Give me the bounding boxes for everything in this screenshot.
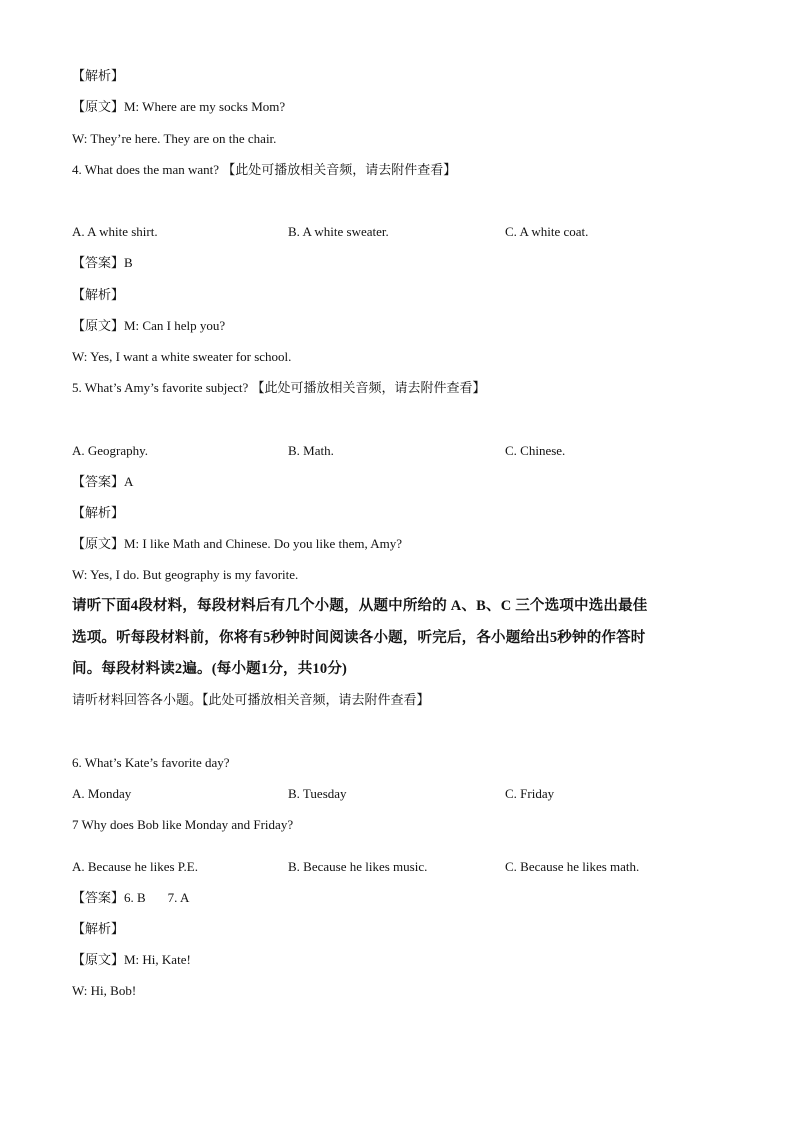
q4-option-c: C. A white coat. bbox=[505, 224, 589, 239]
answer-7: 7. A bbox=[167, 890, 190, 905]
q6-option-c: C. Friday bbox=[505, 786, 555, 801]
q7-option-b: B. Because he likes music. bbox=[288, 859, 428, 874]
q5-option-a: A. Geography. bbox=[72, 443, 149, 458]
question-5: 5. What’s Amy’s favorite subject? 【此处可播放相关音频，请去附件查看】 bbox=[72, 380, 486, 395]
q5-option-c: C. Chinese. bbox=[505, 443, 566, 458]
transcript-line: W: Yes, I do. But geography is my favorite. bbox=[72, 567, 299, 582]
transcript-line: W: They’re here. They are on the chair. bbox=[72, 131, 277, 146]
section-instruction-line-1: 请听下面4段材料，每段材料后有几个小题，从题中所给的 A、B、C 三个选项中选出最佳 bbox=[72, 598, 648, 614]
transcript-line: W: Yes, I want a white sweater for school. bbox=[72, 349, 292, 364]
q6-option-a: A. Monday bbox=[72, 786, 132, 801]
q7-option-c: C. Because he likes math. bbox=[505, 859, 640, 874]
answer-6-7 bbox=[72, 890, 189, 906]
section-instruction-line-2: 选项。听每段材料前，你将有5秒钟时间阅读各小题，听完后，各小题给出5秒钟的作答时 bbox=[72, 630, 646, 646]
q4-option-b: B. A white sweater. bbox=[288, 224, 389, 239]
analysis-label: 【解析】 bbox=[72, 505, 125, 520]
question-4: 4. What does the man want? 【此处可播放相关音频，请去附件查看】 bbox=[72, 162, 457, 177]
q6-option-b: B. Tuesday bbox=[288, 786, 347, 801]
transcript-line: 【原文】M: Can I help you? bbox=[72, 318, 226, 333]
analysis-label: 【解析】 bbox=[72, 921, 125, 936]
answer-4: 【答案】B bbox=[72, 255, 133, 270]
transcript-line: 【原文】M: I like Math and Chinese. Do you like them, Amy? bbox=[72, 536, 403, 551]
question-7: 7 Why does Bob like Monday and Friday? bbox=[72, 817, 294, 832]
transcript-line: 【原文】M: Hi, Kate! bbox=[72, 952, 191, 967]
q7-option-a: A. Because he likes P.E. bbox=[72, 859, 199, 874]
transcript-line: W: Hi, Bob! bbox=[72, 983, 137, 998]
answer-5: 【答案】A bbox=[72, 474, 134, 489]
question-6: 6. What’s Kate’s favorite day? bbox=[72, 755, 230, 770]
q5-option-b: B. Math. bbox=[288, 443, 334, 458]
answer-6: 【答案】6. B bbox=[72, 890, 146, 905]
analysis-label: 【解析】 bbox=[72, 287, 125, 302]
analysis-label: 【解析】 bbox=[72, 68, 125, 83]
section-instruction-line-3: 间。每段材料读2遍。(每小题1分，共10分) bbox=[72, 661, 348, 677]
q4-option-a: A. A white shirt. bbox=[72, 224, 158, 239]
transcript-line: 【原文】M: Where are my socks Mom? bbox=[72, 99, 286, 114]
listen-instruction: 请听材料回答各小题。【此处可播放相关音频，请去附件查看】 bbox=[72, 692, 430, 707]
